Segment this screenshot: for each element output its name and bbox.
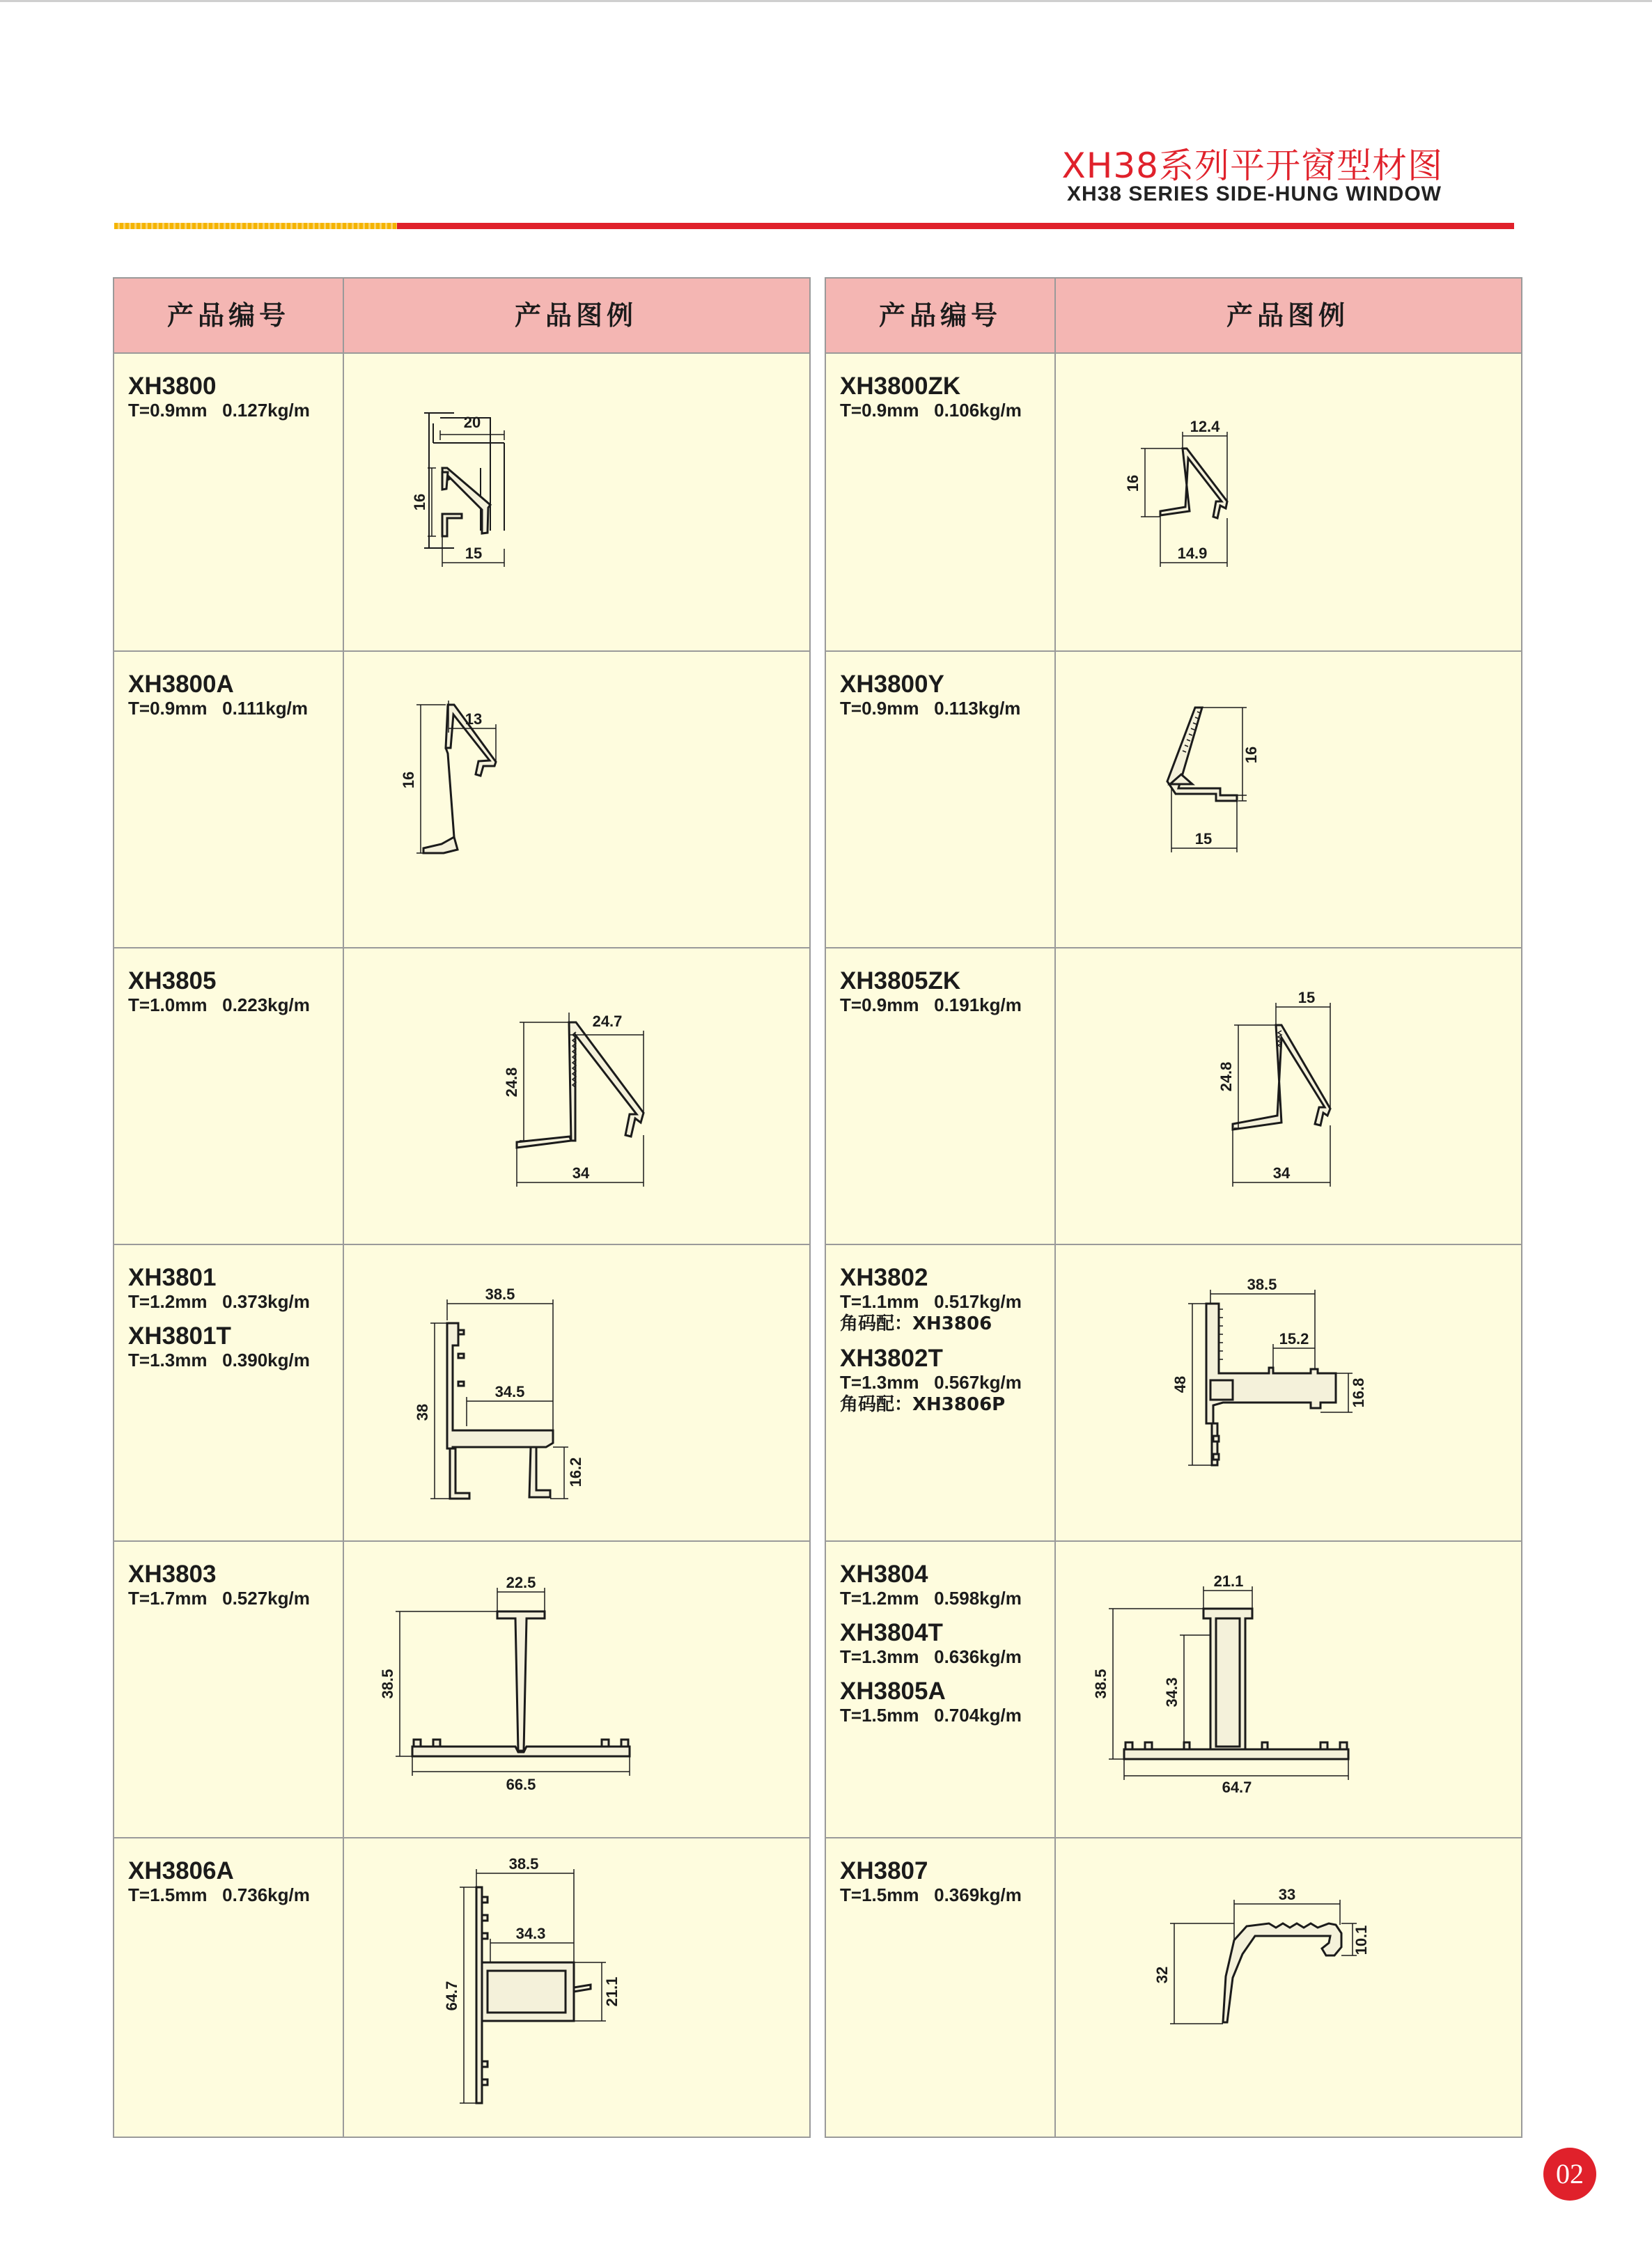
dimension-height: 38.5 [379,1669,396,1699]
product-spec: T=0.9mm 0.127kg/m [128,400,310,421]
product-spec: T=1.7mm 0.527kg/m [128,1588,310,1609]
page-subtitle: XH38 SERIES SIDE-HUNG WINDOW [1066,182,1442,205]
product-info [128,1561,337,1620]
header-rule-red [397,223,1514,229]
dimension-width-bottom: 15 [465,545,483,562]
product-spec: T=1.5mm 0.369kg/m [840,1884,1022,1905]
dimension-width-bottom: 14.9 [1177,545,1208,562]
product-info [840,1265,1049,1426]
product-table-right [825,277,1522,2138]
product-spec: T=0.9mm 0.113kg/m [840,698,1021,719]
product-info [128,1265,337,1382]
table-header [826,279,1521,354]
dimension-width-top: 22.5 [506,1574,536,1591]
dimension-width-top: 38.5 [485,1286,515,1303]
product-spec: T=1.3mm 0.567kg/m [840,1372,1022,1393]
dimension-height: 16 [1242,746,1260,764]
dimension-width-top: 38.5 [508,1855,539,1873]
table-row [114,354,809,650]
dimension-inner-width: 34.3 [515,1925,546,1942]
dimension-height: 16 [400,771,417,789]
profile-drawing-xh3801 [344,1245,809,1540]
table-header [114,279,809,354]
table-row [114,1837,809,2134]
dimension-width-top: 12.4 [1190,418,1220,435]
product-code: XH3804T [840,1619,943,1646]
dimension-width-bottom: 34 [572,1164,590,1182]
product-code: XH3805ZK [840,967,961,994]
header-product-code: 产品编号 [878,300,1002,331]
product-spec: T=1.5mm 0.736kg/m [128,1884,310,1905]
header-product-figure: 产品图例 [514,300,637,331]
profile-drawing-xh3807 [1056,1838,1521,2134]
product-code: XH3802 [840,1264,928,1291]
dimension-width-top: 13 [465,710,483,728]
product-info [128,968,337,1026]
dimension-head-height: 10.1 [1353,1925,1370,1955]
dimension-leg-height: 16.2 [567,1457,584,1487]
product-code: XH3804 [840,1561,928,1588]
product-table-left [113,277,811,2138]
product-code: XH3800A [128,671,234,698]
dimension-inner-width: 34.5 [494,1383,525,1400]
product-info [128,671,337,730]
dimension-inner-height: 34.3 [1163,1677,1180,1708]
table-row [826,354,1521,650]
dimension-tube-height: 16.8 [1350,1377,1367,1408]
product-spec: T=1.1mm 0.517kg/m [840,1291,1022,1312]
product-code: XH3806A [128,1857,234,1884]
product-info [128,1858,337,1916]
product-spec: T=0.9mm 0.111kg/m [128,698,308,719]
product-info [840,671,1049,730]
product-code: XH3802T [840,1345,943,1372]
header-product-code: 产品编号 [166,300,290,331]
table-row [114,650,809,947]
profile-drawing-xh3805zk [1056,948,1521,1244]
dimension-height: 38 [414,1403,431,1421]
table-row [826,1540,1521,1837]
profile-drawing-xh3806a [344,1838,809,2134]
profile-drawing-xh3802 [1056,1245,1521,1540]
dimension-width-bottom: 66.5 [506,1776,536,1793]
header-product-figure: 产品图例 [1226,300,1349,331]
top-border-line [0,0,1652,2]
profile-drawing-xh3800a [344,652,809,947]
profile-drawing-xh3800zk [1056,354,1521,649]
dimension-width-top: 24.7 [592,1013,623,1030]
product-info [840,968,1049,1026]
dimension-width-top: 38.5 [1247,1276,1277,1293]
table-row [114,1244,809,1540]
product-code: XH3800ZK [840,373,961,400]
table-row [114,947,809,1244]
profile-drawing-xh3800y [1056,652,1521,947]
dimension-width-top: 33 [1278,1886,1296,1903]
profile-drawing-xh3804 [1056,1542,1521,1837]
page-title: XH38系列平开窗型材图 [1061,146,1443,186]
dimension-width-bottom: 34 [1272,1164,1291,1182]
product-code: XH3805 [128,967,217,994]
table-row [826,1837,1521,2134]
dimension-width-bottom: 15 [1194,830,1213,848]
product-spec: T=1.5mm 0.704kg/m [840,1705,1022,1726]
product-code: XH3801 [128,1264,217,1291]
product-spec: T=0.9mm 0.106kg/m [840,400,1022,421]
dimension-height: 16 [1124,474,1141,492]
dimension-height: 48 [1171,1375,1189,1393]
product-info [840,373,1049,432]
product-spec: T=0.9mm 0.191kg/m [840,994,1022,1015]
product-spec: T=1.3mm 0.390kg/m [128,1350,310,1370]
dimension-width-top: 15 [1298,989,1316,1006]
table-row [826,650,1521,947]
product-code: XH3807 [840,1857,928,1884]
dimension-width-top: 20 [463,414,481,431]
product-spec: T=1.2mm 0.373kg/m [128,1291,310,1312]
product-code: XH3805A [840,1678,946,1705]
product-code: XH3801T [128,1322,231,1350]
product-code: XH3800Y [840,671,944,698]
profile-drawing-xh3803 [344,1542,809,1837]
dimension-width-bottom: 64.7 [1222,1779,1252,1796]
product-code: XH3800 [128,373,217,400]
dimension-height: 32 [1153,1966,1171,1984]
table-row [114,1540,809,1837]
dimension-inner-width: 15.2 [1279,1330,1309,1348]
product-info [128,373,337,432]
page-number-badge: 02 [1543,2148,1596,2201]
product-spec: T=1.2mm 0.598kg/m [840,1588,1022,1609]
table-row [826,1244,1521,1540]
table-row [826,947,1521,1244]
product-note: 角码配：XH3806 [840,1313,992,1334]
dimension-tube-height: 21.1 [603,1976,621,2007]
dimension-height: 64.7 [443,1981,460,2011]
product-code: XH3803 [128,1561,217,1588]
product-spec: T=1.0mm 0.223kg/m [128,994,310,1015]
dimension-width-top: 21.1 [1213,1572,1244,1590]
dimension-height: 24.8 [1217,1061,1235,1092]
product-spec: T=1.3mm 0.636kg/m [840,1646,1022,1667]
product-note: 角码配：XH3806P [840,1394,1006,1415]
product-info [840,1858,1049,1916]
dimension-height: 38.5 [1092,1669,1109,1699]
profile-drawing-xh3800 [344,354,809,649]
profile-drawing-xh3805 [344,948,809,1244]
dimension-height: 24.8 [503,1067,520,1098]
product-info [840,1561,1049,1737]
header-rule-gold [114,223,397,229]
dimension-height: 16 [411,493,428,511]
